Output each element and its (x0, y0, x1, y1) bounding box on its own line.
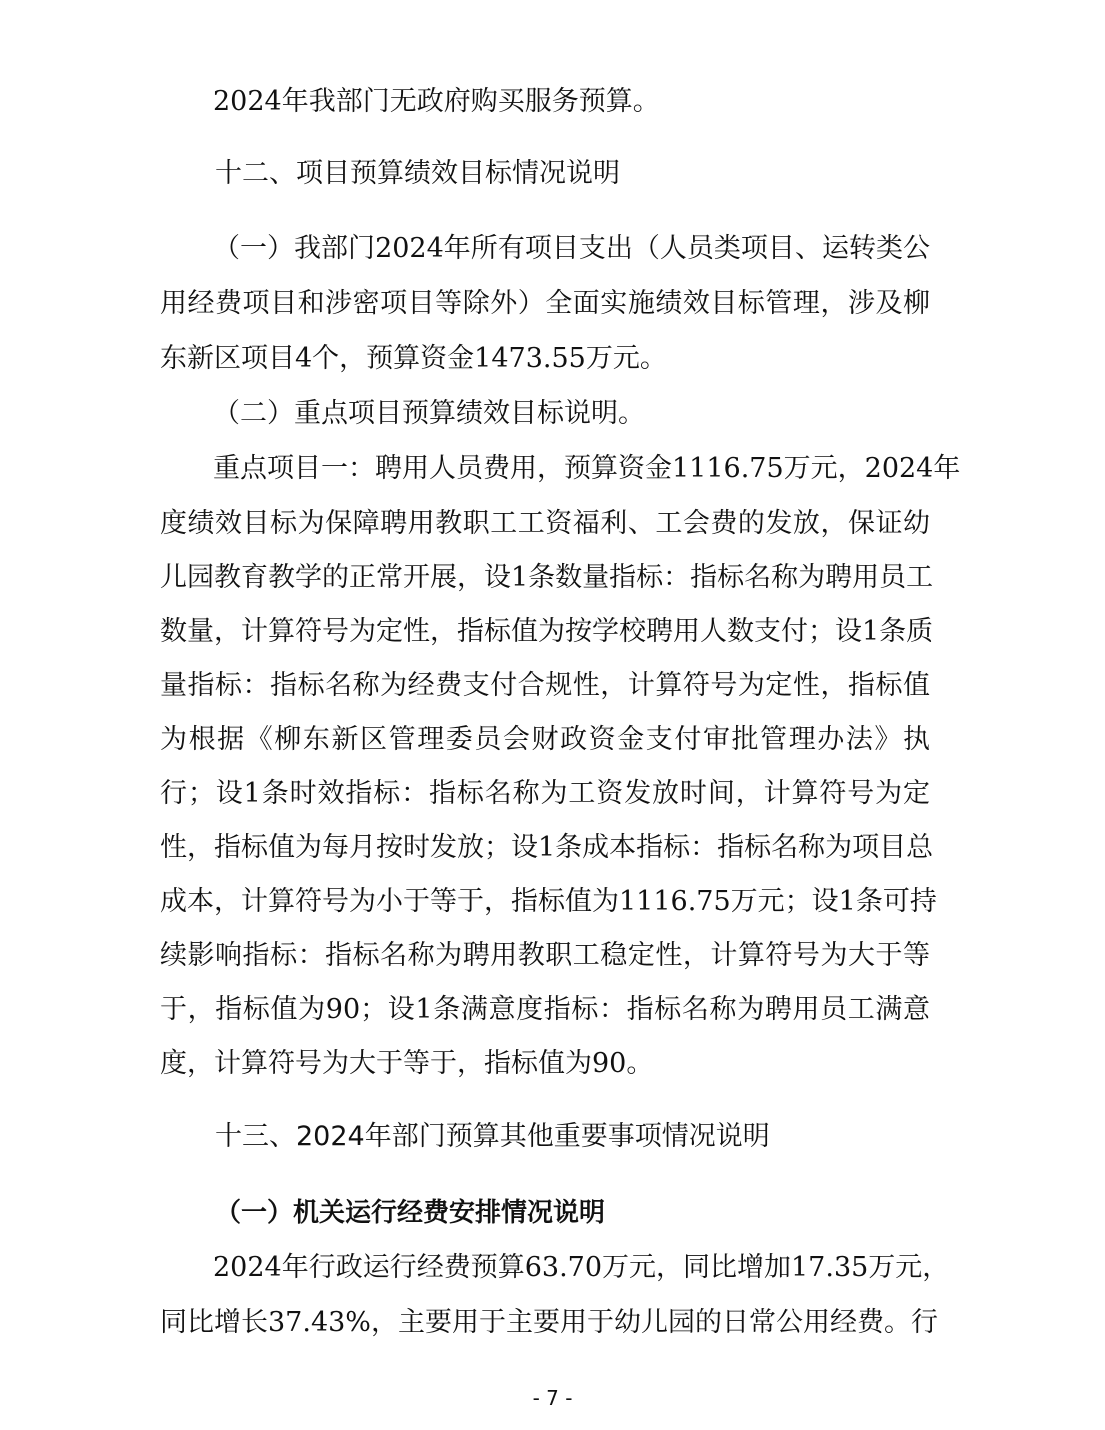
section-12-heading: 十二、项目预算绩效目标情况说明 (215, 158, 620, 189)
paragraph-line: 度绩效目标为保障聘用教职工工资福利、工会费的发放，保证幼 (160, 508, 930, 539)
paragraph-line: 2024年行政运行经费预算63.70万元，同比增加17.35万元， (213, 1252, 950, 1283)
intro-paragraph: 2024年我部门无政府购买服务预算。 (213, 86, 660, 117)
section-13-subheading: （一）机关运行经费安排情况说明 (215, 1198, 606, 1228)
paragraph-line: 同比增长37.43%，主要用于主要用于幼儿园的日常公用经费。行 (160, 1307, 938, 1338)
section-13-heading: 十三、2024年部门预算其他重要事项情况说明 (215, 1121, 770, 1152)
paragraph-line: 儿园教育教学的正常开展，设1条数量指标：指标名称为聘用员工 (160, 562, 934, 593)
paragraph-line: 为根据《柳东新区管理委员会财政资金支付审批管理办法》执 (160, 724, 930, 755)
paragraph-line: 续影响指标：指标名称为聘用教职工稳定性，计算符号为大于等 (160, 940, 930, 971)
paragraph-line: 于，指标值为90；设1条满意度指标：指标名称为聘用员工满意 (160, 994, 930, 1025)
paragraph-line: 数量，计算符号为定性，指标值为按学校聘用人数支付；设1条质 (160, 616, 934, 647)
paragraph-line: 东新区项目4个，预算资金1473.55万元。 (160, 343, 667, 374)
paragraph-line: 用经费项目和涉密项目等除外）全面实施绩效目标管理，涉及柳 (160, 288, 930, 319)
paragraph-line: 性，指标值为每月按时发放；设1条成本指标：指标名称为项目总 (160, 832, 934, 863)
paragraph-line: 重点项目一：聘用人员费用，预算资金1116.75万元，2024年 (213, 453, 961, 484)
paragraph-line: 成本，计算符号为小于等于，指标值为1116.75万元；设1条可持 (160, 886, 937, 917)
paragraph-line: （一）我部门2024年所有项目支出（人员类项目、运转类公 (213, 233, 930, 264)
paragraph-line: 量指标：指标名称为经费支付合规性，计算符号为定性，指标值 (160, 670, 930, 701)
paragraph-line: 行；设1条时效指标：指标名称为工资发放时间，计算符号为定 (160, 778, 930, 809)
page-number: - 7 - (532, 1386, 573, 1410)
paragraph-line: 度，计算符号为大于等于，指标值为90。 (160, 1048, 654, 1079)
paragraph-line: （二）重点项目预算绩效目标说明。 (213, 398, 645, 429)
